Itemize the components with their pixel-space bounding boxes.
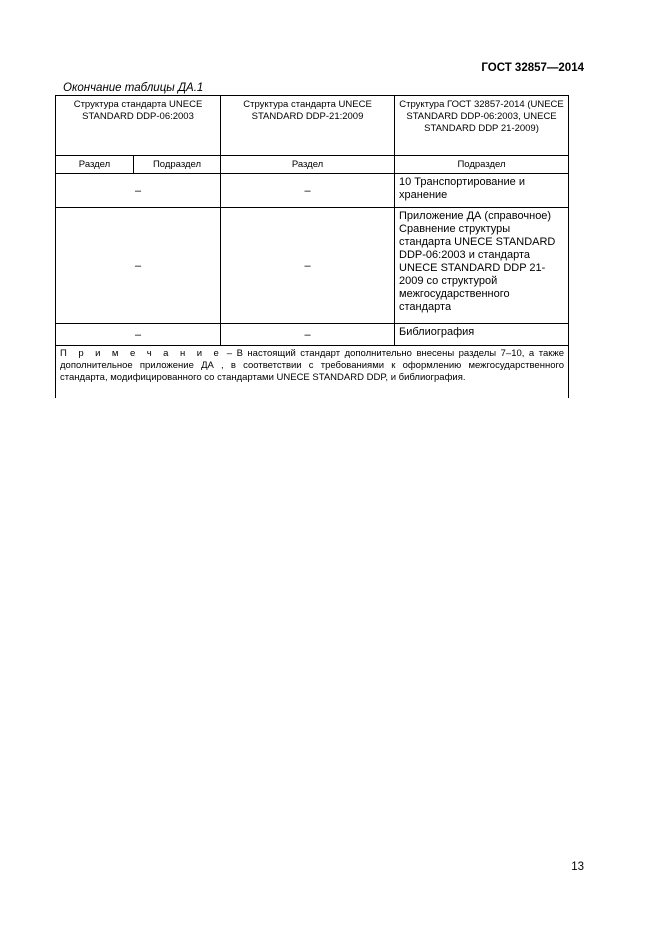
table-cell: 10 Транспортирование и хранение [395,174,569,208]
subheader-section: Раздел [56,156,134,174]
page-number: 13 [571,861,584,873]
table-cell: Библиография [395,324,569,346]
col-header-ddp06: Структура стандарта UNECE STANDARD DDP-06:2003 [56,96,221,156]
table-row [56,174,569,208]
table-row [56,324,569,346]
subheader-section: Раздел [221,156,395,174]
table-note-row [56,346,569,399]
col-header-ddp21: Структура стандарта UNECE STANDARD DDP-21:2009 [221,96,395,156]
table-cell: – [56,324,221,346]
document-code: ГОСТ 32857—2014 [481,62,584,74]
subheader-subsection: Подраздел [395,156,569,174]
structure-comparison-table [55,95,569,398]
table-row [56,208,569,324]
table-note [56,346,569,399]
note-label: П р и м е ч а н и е [60,348,223,359]
table-cell: – [221,208,395,324]
table-cell: – [221,174,395,208]
note-text: – В настоящий стандарт дополнительно внесены разделы 7–10, а также дополнительное приложение ДА , в соответствии с требованиями к оформлению межгосударственного стандарта, модифицированного со стандартами UNECE STANDARD DDP, и библиография. [60,348,565,383]
table-cell: – [56,208,221,324]
table-header-row [56,96,569,156]
table-cell: Приложение ДА (справочное) Сравнение структуры стандарта UNECE STANDARD DDP-06:2003 и стандарта UNECE STANDARD DDP 21-2009 со структурой межгосударственного стандарта [395,208,569,324]
col-header-gost: Структура ГОСТ 32857-2014 (UNECE STANDARD DDP-06:2003, UNECE STANDARD DDP 21-2009) [395,96,569,156]
table-cell: – [221,324,395,346]
table-cell: – [56,174,221,208]
subheader-subsection: Подраздел [134,156,221,174]
table-caption: Окончание таблицы ДА.1 [63,82,204,94]
table-subheader-row [56,156,569,174]
